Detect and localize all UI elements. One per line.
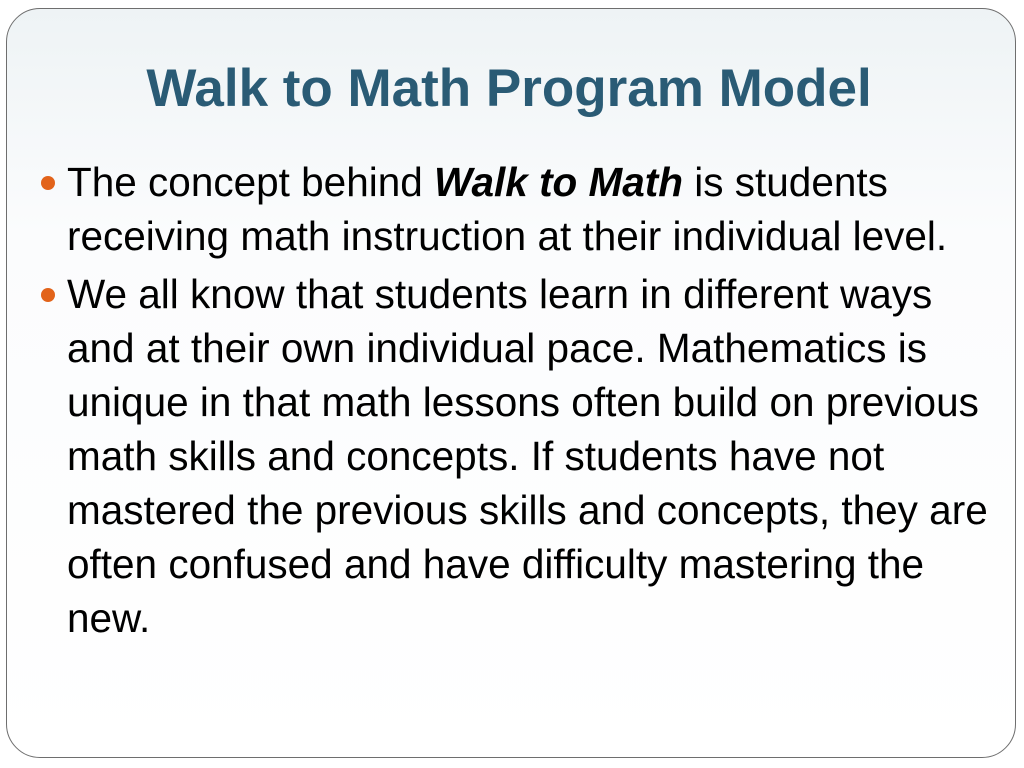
bullet-list bbox=[67, 155, 1007, 649]
bullet-1-text-before: The concept behind bbox=[67, 159, 435, 205]
bullet-dot-icon bbox=[41, 176, 55, 190]
bullet-item-2 bbox=[67, 267, 1007, 645]
bullet-item-1 bbox=[67, 155, 1007, 263]
bullet-1-emphasis: Walk to Math bbox=[434, 159, 684, 205]
slide bbox=[6, 8, 1016, 758]
bullet-2-text: We all know that students learn in different ways and at their own individual pace. Mathematics is unique in that math lessons often build on previous math skills and concepts. If students have not mastered the previous skills and concepts, they are often confused and have difficulty mastering the new. bbox=[67, 271, 988, 641]
slide-title: Walk to Math Program Model bbox=[146, 59, 872, 118]
bullet-1-text-after: is students receiving math instruction at their individual level. bbox=[67, 159, 948, 259]
bullet-dot-icon bbox=[41, 288, 55, 302]
